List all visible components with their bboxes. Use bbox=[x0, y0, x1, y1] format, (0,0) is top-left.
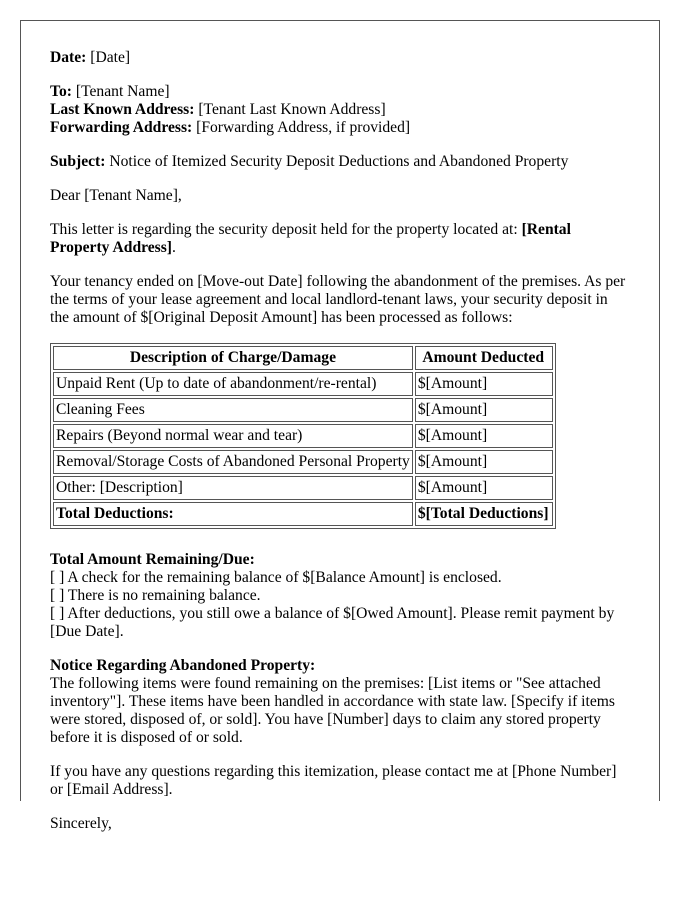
forwarding-address-label: Forwarding Address: bbox=[50, 119, 193, 136]
total-row bbox=[53, 502, 553, 526]
date-line bbox=[50, 49, 629, 67]
charge-amount: $[Amount] bbox=[415, 398, 553, 422]
intro-end: . bbox=[172, 239, 176, 256]
last-address-label: Last Known Address: bbox=[50, 101, 195, 118]
abandoned-property-section bbox=[50, 657, 629, 747]
table-header-row bbox=[53, 346, 553, 370]
table-row bbox=[53, 424, 553, 448]
charge-amount: $[Amount] bbox=[415, 424, 553, 448]
balance-option-none: [ ] There is no remaining balance. bbox=[50, 587, 261, 604]
last-address-line bbox=[50, 101, 629, 119]
contact-paragraph: If you have any questions regarding this itemization, please contact me at [Phone Number] or [Email Address]. bbox=[50, 763, 617, 798]
deductions-table bbox=[50, 343, 556, 529]
total-amount: $[Total Deductions] bbox=[415, 502, 553, 526]
balance-option-check: [ ] A check for the remaining balance of $[Balance Amount] is enclosed. bbox=[50, 569, 502, 586]
table-row bbox=[53, 372, 553, 396]
table-row bbox=[53, 398, 553, 422]
property-address: [Rental Property Address] bbox=[50, 221, 571, 256]
tenancy-paragraph: Your tenancy ended on [Move-out Date] following the abandonment of the premises. As per the terms of your lease agreement and local landlord-tenant laws, your security deposit in the amount of $[Original Deposit Amount] has been processed as follows: bbox=[50, 273, 626, 326]
charge-amount: $[Amount] bbox=[415, 476, 553, 500]
date-value: [Date] bbox=[90, 49, 131, 66]
to-label: To: bbox=[50, 83, 72, 100]
address-block bbox=[50, 83, 629, 137]
to-line bbox=[50, 83, 629, 101]
charge-description: Other: [Description] bbox=[53, 476, 413, 500]
charge-description: Cleaning Fees bbox=[53, 398, 413, 422]
date-label: Date: bbox=[50, 49, 87, 66]
table-row bbox=[53, 450, 553, 474]
charge-amount: $[Amount] bbox=[415, 450, 553, 474]
intro-paragraph bbox=[50, 221, 629, 257]
balance-section bbox=[50, 551, 629, 641]
abandoned-property-heading: Notice Regarding Abandoned Property: bbox=[50, 657, 316, 674]
abandoned-property-text: The following items were found remaining on the premises: [List items or "See attached inventory"]. These items have been handled in accordance with state law. [Specify if items were stored, disposed of, or sold]. You have [Number] days to claim any stored property before it is disposed of or sold. bbox=[50, 675, 615, 746]
charge-description: Removal/Storage Costs of Abandoned Personal Property bbox=[53, 450, 413, 474]
table-row bbox=[53, 476, 553, 500]
balance-option-owed: [ ] After deductions, you still owe a balance of $[Owed Amount]. Please remit payment by [Due Date]. bbox=[50, 605, 615, 640]
total-label: Total Deductions: bbox=[53, 502, 413, 526]
column-header-description: Description of Charge/Damage bbox=[53, 346, 413, 370]
subject-label: Subject: bbox=[50, 153, 106, 170]
column-header-amount: Amount Deducted bbox=[415, 346, 553, 370]
charge-amount: $[Amount] bbox=[415, 372, 553, 396]
forwarding-address-value: [Forwarding Address, if provided] bbox=[196, 119, 411, 136]
subject-line bbox=[50, 153, 629, 171]
subject-value: Notice of Itemized Security Deposit Deductions and Abandoned Property bbox=[109, 153, 569, 170]
letter-document bbox=[20, 20, 660, 832]
balance-heading: Total Amount Remaining/Due: bbox=[50, 551, 255, 568]
intro-text: This letter is regarding the security deposit held for the property located at: bbox=[50, 221, 522, 238]
to-value: [Tenant Name] bbox=[75, 83, 170, 100]
charge-description: Unpaid Rent (Up to date of abandonment/re-rental) bbox=[53, 372, 413, 396]
forwarding-address-line bbox=[50, 119, 629, 137]
closing: Sincerely, bbox=[50, 815, 112, 832]
charge-description: Repairs (Beyond normal wear and tear) bbox=[53, 424, 413, 448]
greeting: Dear [Tenant Name], bbox=[50, 187, 182, 204]
last-address-value: [Tenant Last Known Address] bbox=[198, 101, 386, 118]
